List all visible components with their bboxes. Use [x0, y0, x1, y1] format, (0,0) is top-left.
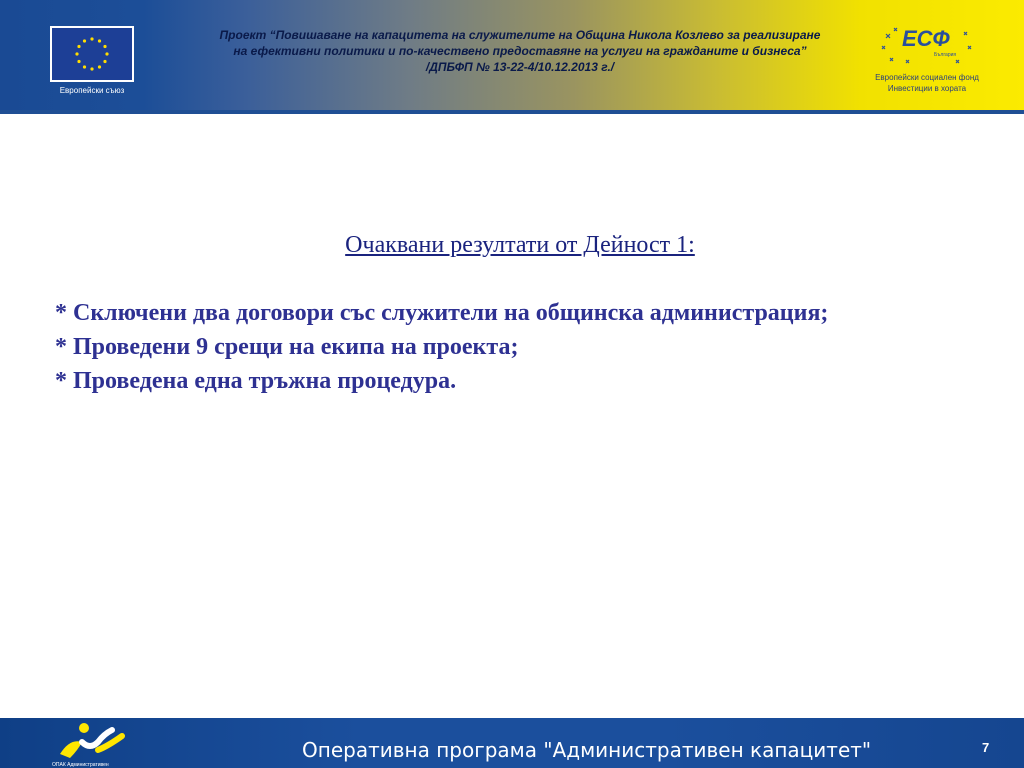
oppa-figures-icon	[46, 720, 136, 768]
footer-bar	[0, 718, 1024, 768]
eu-stars-icon	[52, 28, 132, 80]
eu-caption: Европейски съюз	[59, 86, 125, 95]
esf-logo-block	[862, 22, 992, 94]
result-item-1: * Сключени два договори със служители на общинска администрация;	[55, 300, 829, 326]
result-item-2: * Проведени 9 срещи на екипа на проекта;	[55, 334, 519, 360]
esf-caption	[862, 72, 992, 94]
esf-subtext: България	[934, 52, 957, 58]
slide-title: Очаквани резултати от Дейност 1:	[345, 232, 695, 258]
result-item-3: * Проведена една тръжна процедура.	[55, 368, 457, 394]
oppa-logo-caption: ОПАК Административен	[52, 762, 109, 768]
project-line-2: на ефективни политики и по-качествено предоставяне на услуги на гражданите и бизнеса”	[233, 44, 807, 58]
oppa-logo-icon	[46, 720, 136, 768]
page-number: 7	[982, 740, 990, 755]
eu-logo-block	[50, 26, 134, 95]
results-list	[55, 296, 1015, 398]
project-line-1: Проект “Повишаване на капацитета на служителите на Община Никола Козлево за реализиране	[219, 28, 821, 42]
esf-caption-line-2: Инвестиции в хората	[887, 84, 967, 93]
project-line-3: /ДПБФП № 13-22-4/10.12.2013 г./	[425, 60, 615, 74]
program-name: Оперативна програма "Административен капацитет"	[302, 738, 872, 762]
header-banner	[0, 0, 1024, 114]
project-description	[150, 27, 890, 75]
esf-logo-icon	[872, 22, 982, 70]
eu-flag-icon	[50, 26, 134, 82]
esf-caption-line-1: Европейски социален фонд	[875, 73, 979, 82]
esf-mark-text: ЕСФ	[902, 26, 950, 51]
